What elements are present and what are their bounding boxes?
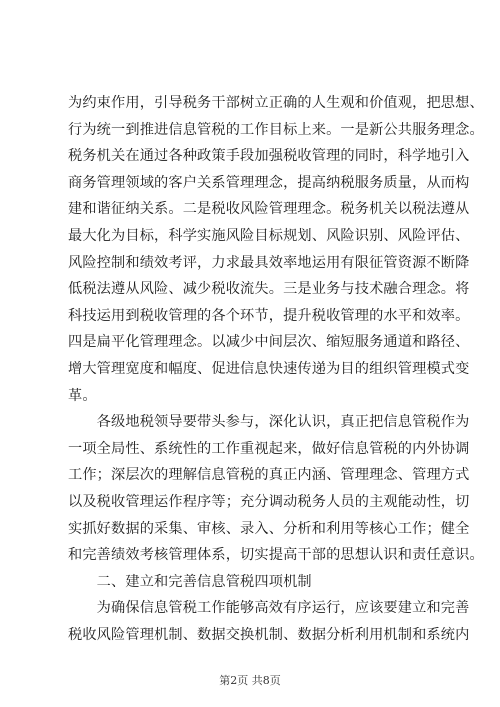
text-line: 四是扁平化管理理念。以减少中间层次、缩短服务通道和路径、 (68, 334, 470, 351)
text-line: 各级地税领导要带头参与，深化认识，真正把信息管税作为 (68, 414, 470, 431)
text-line: 增大管理宽度和幅度、促进信息快速传递为目的组织管理模式变 (68, 360, 470, 377)
text-line: 税收风险管理机制、数据交换机制、数据分析利用机制和系统内 (68, 626, 470, 643)
text-line: 风险控制和绩效考评，力求最具效率地运用有限征管资源不断降 (68, 254, 470, 271)
text-line: 为确保信息管税工作能够高效有序运行，应该要建立和完善 (68, 600, 470, 617)
text-line: 实抓好数据的采集、审核、录入、分析和利用等核心工作；健全 (68, 520, 470, 537)
section-heading: 二、建立和完善信息管税四项机制 (68, 573, 312, 590)
text-line: 低税法遵从风险、减少税收流失。三是业务与技术融合理念。将 (68, 281, 470, 298)
text-line: 工作；深层次的理解信息管税的真正内涵、管理理念、管理方式 (68, 467, 470, 484)
text-line: 为约束作用，引导税务干部树立正确的人生观和价值观，把思想、 (68, 95, 484, 111)
text-line: 最大化为目标，科学实施风险目标规划、风险识别、风险评估、 (68, 227, 470, 244)
text-line: 革。 (68, 387, 97, 404)
page-number-footer: 第2页 共8页 (219, 674, 281, 687)
text-line: 以及税收管理运作程序等；充分调动税务人员的主观能动性，切 (68, 493, 470, 510)
document-body (68, 90, 484, 648)
text-line: 科技运用到税收管理的各个环节，提升税收管理的水平和效率。 (68, 307, 470, 324)
text-line: 和完善绩效考核管理体系，切实提高干部的思想认识和责任意识。 (68, 547, 484, 564)
text-line: 建和谐征纳关系。二是税收风险管理理念。税务机关以税法遵从 (68, 201, 470, 218)
text-line: 行为统一到推进信息管税的工作目标上来。一是新公共服务理念。 (68, 121, 484, 138)
text-line: 商务管理领域的客户关系管理理念，提高纳税服务质量，从而构 (68, 174, 470, 191)
text-line: 税务机关在通过各种政策手段加强税收管理的同时，科学地引入 (68, 148, 470, 165)
text-line: 一项全局性、系统性的工作重视起来，做好信息管税的内外协调 (68, 440, 470, 457)
